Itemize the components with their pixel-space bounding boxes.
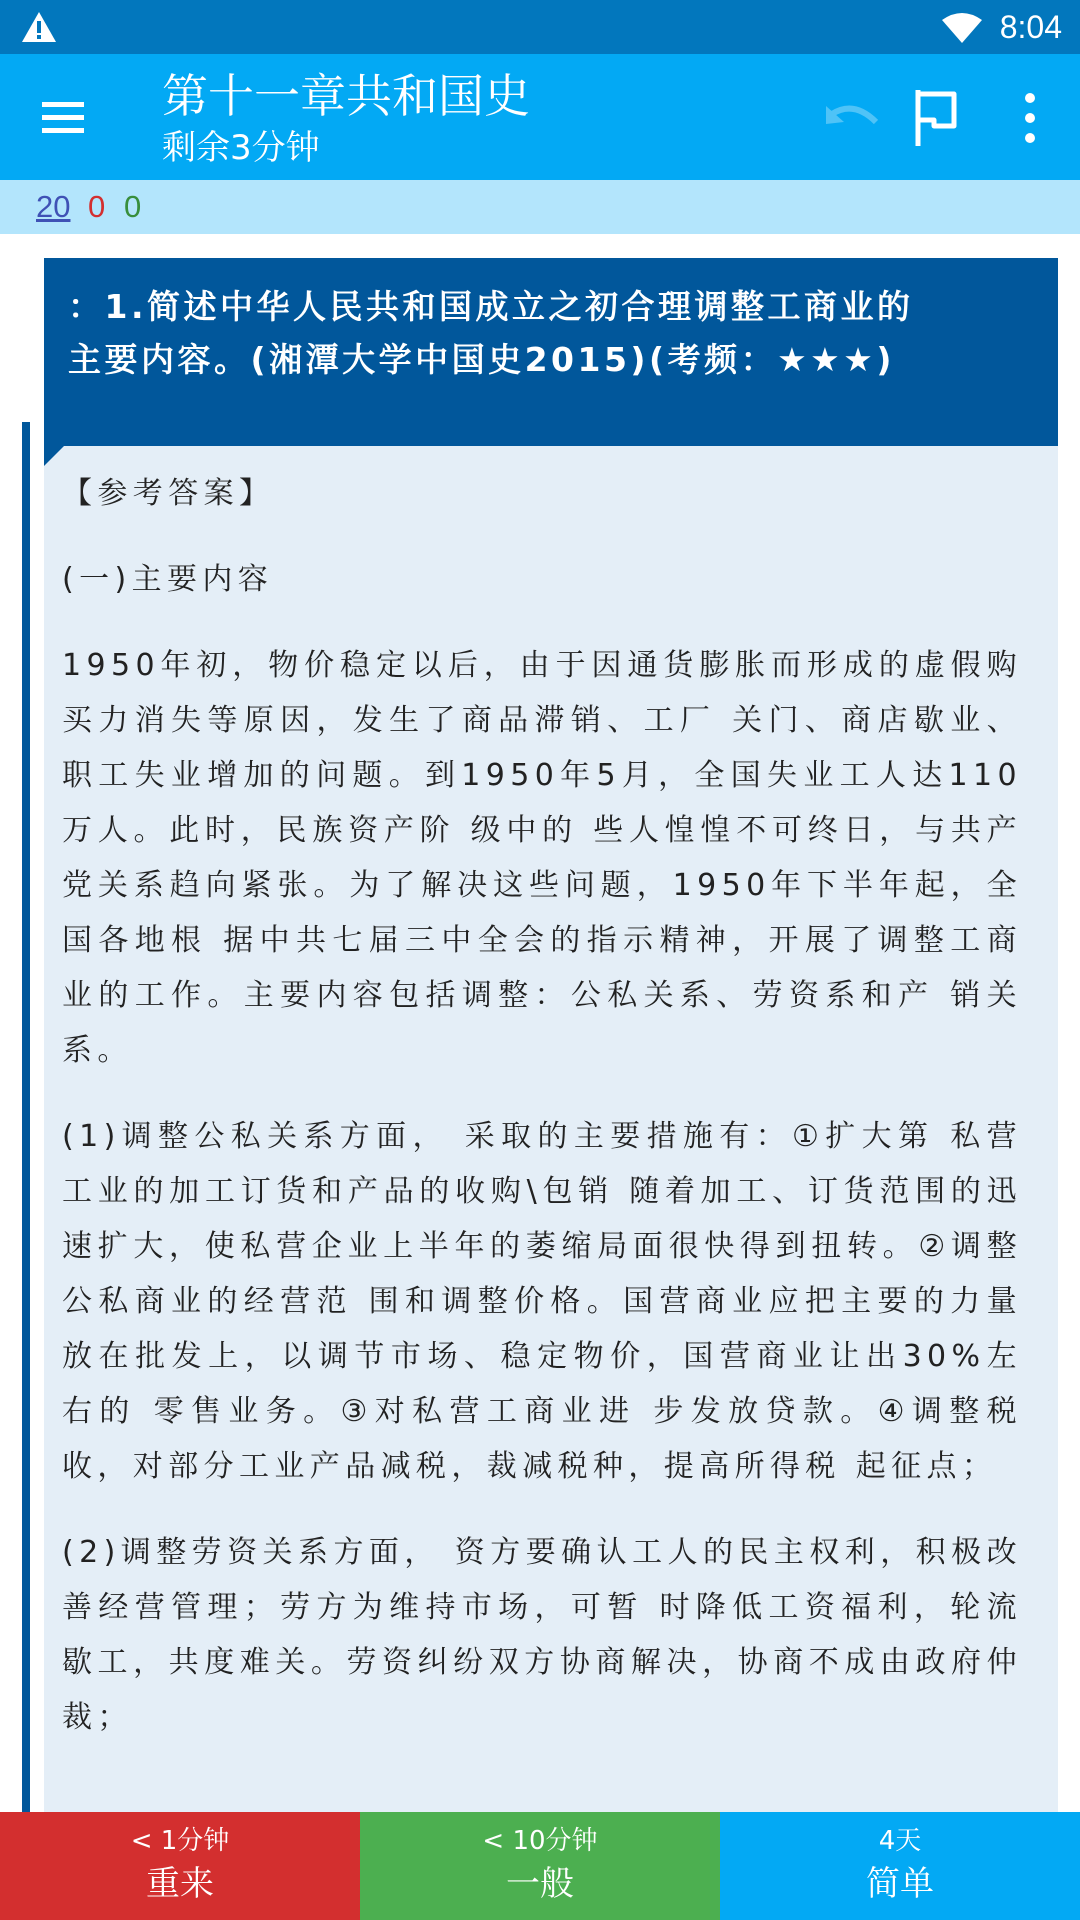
- question-line-2: 主要内容。(湘潭大学中国史2015)(考频：★★★): [68, 340, 895, 379]
- status-bar: [0, 0, 1080, 54]
- good-button[interactable]: [360, 1812, 720, 1920]
- card-count-bar: [0, 180, 1080, 234]
- question-fold: [44, 446, 64, 466]
- answer-body: [62, 466, 1022, 1776]
- warning-icon: [20, 10, 58, 44]
- answer-buttons: [0, 1812, 1080, 1920]
- easy-interval: 4天: [878, 1826, 922, 1856]
- easy-label: 简单: [866, 1864, 934, 1904]
- answer-paragraph: (1)调整公私关系方面， 采取的主要措施有：①扩大第 私营工业的加工订货和产品的收购\包销 随着加工、订货范围的迅速扩大，使私营企业上半年的萎缩局面很快得到扭转。②调整公私商业的经营范 围和调整价格。国营商业应把主要的力量放在批发上，以调节市场、稳定物价，国营商业让出30%左右的 零售业务。③对私营工商业进 步发放贷款。④调整税收，对部分工业产品减税，裁减税种，提高所得税 起征点；: [62, 1119, 1022, 1484]
- app-bar: [0, 54, 1080, 180]
- status-time: 8:04: [999, 9, 1062, 45]
- easy-button[interactable]: [720, 1812, 1080, 1920]
- more-vert-icon[interactable]: [1010, 88, 1050, 148]
- total-count[interactable]: 20: [36, 189, 71, 224]
- good-interval: < 10分钟: [482, 1826, 598, 1856]
- answer-paragraph: 1950年初，物价稳定以后，由于因通货膨胀而形成的虚假购买力消失等原因，发生了商品滞销、工厂 关门、商店歇业、职工失业增加的问题。到1950年5月，全国失业工人达110万人。此时，民族资产阶 级中的 些人惶惶不可终日，与共产党关系趋向紧张。为了解决这些问题，1950年下半年起，全国各地根 据中共七届三中全会的指示精神，开展了调整工商业的工作。主要内容包括调整：公私关系、劳资系和产 销关系。: [62, 648, 1022, 1068]
- question-line-1: ：1.简述中华人民共和国成立之初合理调整工商业的: [68, 287, 914, 326]
- card-content[interactable]: [0, 234, 1080, 1812]
- time-remaining: 剩余3分钟: [162, 128, 320, 168]
- again-button[interactable]: [0, 1812, 360, 1920]
- passed-count: 0: [124, 189, 142, 224]
- again-interval: < 1分钟: [130, 1826, 230, 1856]
- undo-icon[interactable]: [820, 92, 886, 146]
- good-label: 一般: [506, 1864, 574, 1904]
- flag-icon[interactable]: [910, 84, 964, 150]
- answer-header: 【参考答案】: [62, 476, 275, 511]
- answer-paragraph: (2)调整劳资关系方面， 资方要确认工人的民主权利，积极改善经营管理；劳方为维持市场，可暂 时降低工资福利，轮流歇工，共度难关。劳资纠纷双方协商解决，协商不成由政府仲裁；: [62, 1535, 1022, 1735]
- again-label: 重来: [146, 1864, 214, 1904]
- menu-icon[interactable]: [28, 90, 98, 146]
- left-rule: [22, 422, 30, 1812]
- wifi-icon: [940, 12, 984, 44]
- answer-section-title: (一)主要内容: [62, 562, 274, 597]
- question-box: [44, 258, 1058, 446]
- page-title: 第十一章共和国史: [162, 69, 530, 123]
- failed-count: 0: [88, 189, 106, 224]
